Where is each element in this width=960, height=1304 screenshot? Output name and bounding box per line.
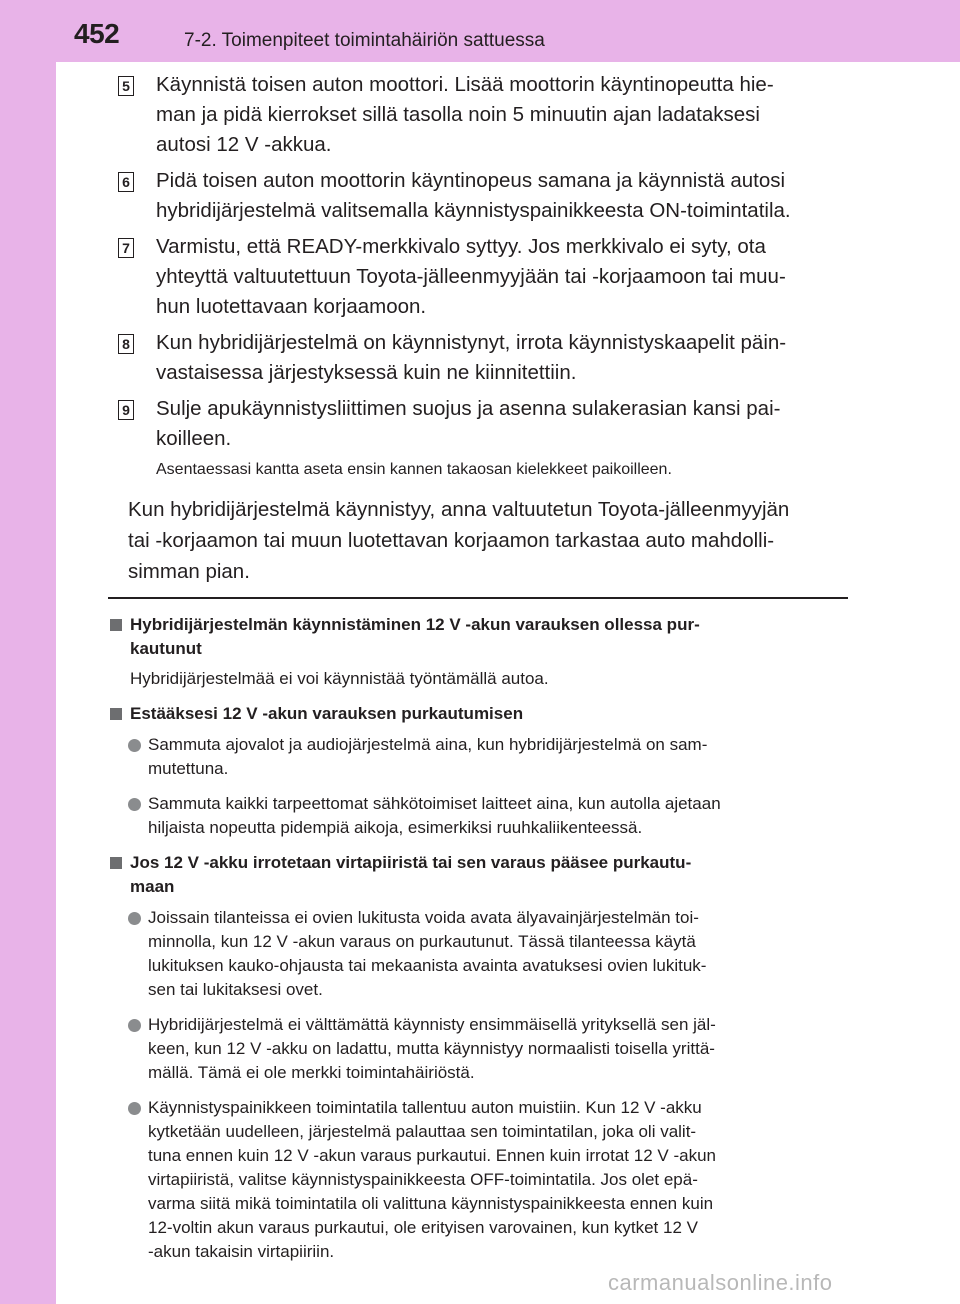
text-line: Varmistu, että READY-merkkivalo syttyy. Jos merkkivalo ei syty, ota (156, 235, 766, 258)
page-number: 452 (74, 18, 120, 49)
circle-bullet-icon (128, 739, 141, 752)
text-line: man ja pidä kierrokset sillä tasolla noin 5 minuutin ajan ladataksesi (156, 103, 760, 126)
text-line: Joissain tilanteissa ei ovien lukitusta voida avata älyavainjärjestelmän toi- (148, 908, 699, 927)
text-line: Hybridijärjestelmä ei välttämättä käynnisty ensimmäisellä yrityksellä sen jäl- (148, 1015, 716, 1034)
text-line: hybridijärjestelmä valitsemalla käynnistyspainikkeesta ON-toimintatila. (156, 199, 791, 222)
text-line: Käynnistyspainikkeen toimintatila tallentuu auton muistiin. Kun 12 V -akku (148, 1098, 702, 1117)
square-bullet-icon (110, 619, 122, 631)
step-text (156, 394, 848, 454)
text-line: varma siitä mikä toimintatila oli valittuna käynnistyspainikkeesta ennen kuin (148, 1194, 714, 1213)
text-line: tuna ennen kuin 12 V -akun varaus purkautui. Ennen kuin irrotat 12 V -akun (148, 1146, 716, 1165)
circle-bullet-icon (128, 1102, 141, 1115)
text-line: Sammuta ajovalot ja audiojärjestelmä aina, kun hybridijärjestelmä on sam- (148, 735, 708, 754)
step-number: 6 (118, 172, 134, 192)
step-8 (118, 328, 848, 388)
text-line: Käynnistä toisen auton moottori. Lisää moottorin käyntinopeutta hie- (156, 73, 774, 96)
text-line: Kun hybridijärjestelmä käynnistyy, anna valtuutetun Toyota-jälleenmyyjän (128, 498, 790, 521)
step-number: 5 (118, 76, 134, 96)
step-number: 7 (118, 238, 134, 258)
text-line: Kun hybridijärjestelmä on käynnistynyt, irrota käynnistyskaapelit päin- (156, 331, 787, 354)
text-line: Estääksesi 12 V -akun varauksen purkautumisen (130, 704, 524, 723)
circle-bullet-icon (128, 912, 141, 925)
text-line: autosi 12 V -akkua. (156, 133, 332, 156)
square-bullet-icon (110, 857, 122, 869)
step-text (156, 166, 848, 226)
text-line: Sammuta kaikki tarpeettomat sähkötoimiset laitteet aina, kun autolla ajetaan (148, 794, 721, 813)
text-line: tai -korjaamon tai muun luotettavan korjaamon tarkastaa auto mahdolli- (128, 529, 775, 552)
bullet-item (108, 733, 848, 781)
text-line: Pidä toisen auton moottorin käyntinopeus samana ja käynnistä autosi (156, 169, 786, 192)
text-line: koilleen. (156, 427, 232, 450)
section-title: 7-2. Toimenpiteet toimintahäiriön sattuessa (184, 30, 545, 51)
text-line: simman pian. (128, 560, 250, 583)
text-line: 12-voltin akun varaus purkautui, ole erityisen varovainen, kun kytket 12 V (148, 1218, 698, 1237)
text-line: kytketään uudelleen, järjestelmä palauttaa sen toimintatilan, joka oli valit- (148, 1122, 697, 1141)
step-7 (118, 232, 848, 322)
bullet-item (108, 792, 848, 840)
info-section (108, 613, 848, 1264)
watermark: carmanualsonline.info (608, 1270, 833, 1295)
text-line: Sulje apukäynnistysliittimen suojus ja asenna sulakerasian kansi pai- (156, 397, 781, 420)
text-line: keen, kun 12 V -akku on ladattu, mutta käynnistyy normaalisti toisella yrittä- (148, 1039, 715, 1058)
text-line: sen tai lukitaksesi ovet. (148, 980, 323, 999)
bullet-item (108, 906, 848, 1002)
info-text-1: Hybridijärjestelmää ei voi käynnistää työntämällä autoa. (130, 669, 549, 688)
square-bullet-icon (110, 708, 122, 720)
step-text (156, 328, 848, 388)
step-6 (118, 166, 848, 226)
text-line: hun luotettavaan korjaamoon. (156, 295, 427, 318)
info-heading-2 (108, 702, 848, 726)
body-paragraph (128, 494, 840, 587)
text-line: yhteyttä valtuutettuun Toyota-jälleenmyyjään tai -korjaamoon tai muu- (156, 265, 786, 288)
step-text (156, 232, 848, 322)
step-note: Asentaessasi kantta aseta ensin kannen takaosan kielekkeet paikoilleen. (156, 461, 672, 478)
info-heading-1 (108, 613, 848, 661)
text-line: -akun takaisin virtapiiriin. (148, 1242, 335, 1261)
step-text (156, 70, 848, 160)
step-9 (118, 394, 848, 454)
text-line: minnolla, kun 12 V -akun varaus on purkautunut. Tässä tilanteessa käytä (148, 932, 696, 951)
side-tab-bar (0, 0, 56, 1304)
section-divider (108, 597, 848, 599)
text-line: vastaisessa järjestyksessä kuin ne kiinnitettiin. (156, 361, 577, 384)
text-line: kautunut (130, 639, 202, 658)
circle-bullet-icon (128, 798, 141, 811)
bullet-item (108, 1096, 848, 1264)
text-line: mutettuna. (148, 759, 229, 778)
text-line: virtapiiristä, valitse käynnistyspainikkeesta OFF-toimintatila. Jos olet epä- (148, 1170, 698, 1189)
info-heading-3 (108, 851, 848, 899)
bullet-item (108, 1013, 848, 1085)
text-line: hiljaista nopeutta pidempiä aikoja, esimerkiksi ruuhkaliikenteessä. (148, 818, 643, 837)
step-number: 9 (118, 400, 134, 420)
text-line: Jos 12 V -akku irrotetaan virtapiiristä tai sen varaus pääsee purkautu- (130, 853, 692, 872)
step-5 (118, 70, 848, 160)
text-line: lukituksen kauko-ohjausta tai mekaanista avainta avatuksesi ovien lukituk- (148, 956, 707, 975)
text-line: mällä. Tämä ei ole merkki toimintahäiriöstä. (148, 1063, 475, 1082)
text-line: maan (130, 877, 175, 896)
text-line: Hybridijärjestelmän käynnistäminen 12 V -akun varauksen ollessa pur- (130, 615, 700, 634)
circle-bullet-icon (128, 1019, 141, 1032)
step-number: 8 (118, 334, 134, 354)
